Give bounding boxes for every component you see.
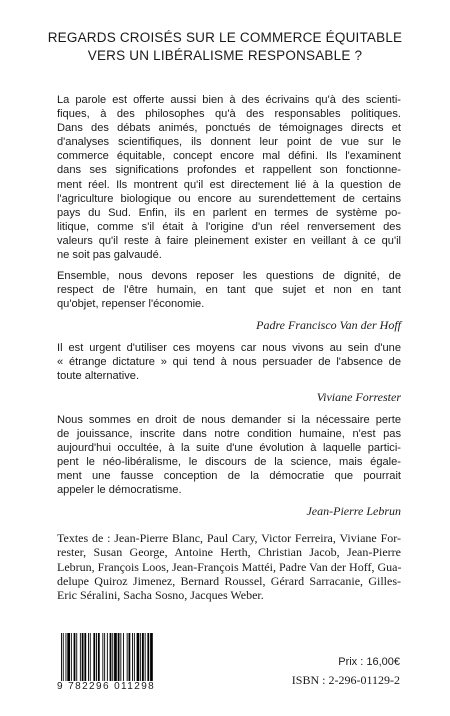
contributors-line: Eric Séralini, Sacha Sosno, Jacques Weber. xyxy=(57,588,264,603)
quote-line: de jouissance, inscrite dans notre condition humaine, n'est pas xyxy=(57,428,401,441)
book-title: REGARDS CROISÉS SUR LE COMMERCE ÉQUITABLE xyxy=(47,30,403,45)
paragraph-line: valeurs qu'il reste à faire pleinement exister en veillant à ce qu'il xyxy=(57,234,401,247)
paragraph-line: fiques, à des philosophes qu'à des responsables politiques. xyxy=(57,108,401,121)
description-paragraph xyxy=(57,93,401,262)
quote-line: pent le néo-libéralisme, le discours de la science, mais égale- xyxy=(57,456,401,469)
quote-line: « étrange dictature » qui tend à nous persuader de l'absence de xyxy=(57,356,401,369)
quote-line: Ensemble, nous devons reposer les questions de dignité, de xyxy=(57,270,401,282)
quote-forrester xyxy=(57,341,401,383)
contributors-line: Lebrun, François Loos, Jean-François Mattéi, Padre Van der Hoff, Gua- xyxy=(57,559,402,574)
quote-author: Padre Francisco Van der Hoff xyxy=(256,318,401,332)
quote-line: appeler le démocratisme. xyxy=(57,484,182,497)
quote-line: respect de l'être humain, en tant que sujet et non en tant xyxy=(57,284,401,297)
price: Prix : 16,00€ xyxy=(338,656,400,668)
quote-author: Jean-Pierre Lebrun xyxy=(306,504,401,518)
contributors-line: delupe Quiroz Jimenez, Bernard Roussel, Gérard Sarracanie, Gilles- xyxy=(57,573,401,588)
paragraph-line: La parole est offerte aussi bien à des écrivains qu'à des scienti- xyxy=(57,94,401,106)
paragraph-line: ment réel. Ils montrent qu'il est directement lié à la question de xyxy=(57,178,401,191)
isbn: ISBN : 2-296-01129-2 xyxy=(291,673,400,687)
quote-lebrun xyxy=(57,413,401,498)
contributors-line: Textes de : Jean-Pierre Blanc, Paul Cary, Victor Ferreira, Viviane For- xyxy=(57,531,401,545)
paragraph-line: d'analyses scientifiques, ils donnent leur point de vue sur le xyxy=(57,136,401,149)
quote-line: ment une fausse conception de la démocratie que pourrait xyxy=(57,470,401,483)
paragraph-line: commerce équitable, concept encore mal défini. Ils l'examinent xyxy=(57,150,401,163)
contributors-line: rester, Susan George, Antoine Herth, Christian Jacob, Jean-Pierre xyxy=(57,545,401,560)
quote-line: toute alternative. xyxy=(57,370,140,383)
paragraph-line: Dans des débats animés, ponctués de témoignages directs et xyxy=(57,122,401,135)
paragraph-line: l'agriculture biologique ou encore au surendettement de certains xyxy=(57,192,401,205)
quote-line: Nous sommes en droit de nous demander si la nécessaire perte xyxy=(57,414,401,426)
book-subtitle: VERS UN LIBÉRALISME RESPONSABLE ? xyxy=(87,48,363,63)
barcode-number: 9 782296 011298 xyxy=(57,681,184,692)
paragraph-line: litique, comme s'il était à l'origine d'un réel renversement des xyxy=(57,220,401,233)
quote-van-der-hoff xyxy=(57,269,401,311)
paragraph-line: ne soit pas galvaudé. xyxy=(57,249,162,262)
quote-line: aujourd'hui occultée, à la suite d'une évolution à laquelle partici- xyxy=(57,442,401,455)
quote-line: qu'objet, repenser l'économie. xyxy=(57,298,205,311)
quote-author: Viviane Forrester xyxy=(316,390,401,404)
contributors-list xyxy=(57,531,401,602)
paragraph-line: dans ses significations profondes et rappellent son fonctionne- xyxy=(57,164,401,177)
quote-line: Il est urgent d'utiliser ces moyens car nous vivons au sein d'une xyxy=(57,342,401,354)
paragraph-line: pays du Sud. Enfin, ils en parlent en termes de système po- xyxy=(57,206,401,219)
